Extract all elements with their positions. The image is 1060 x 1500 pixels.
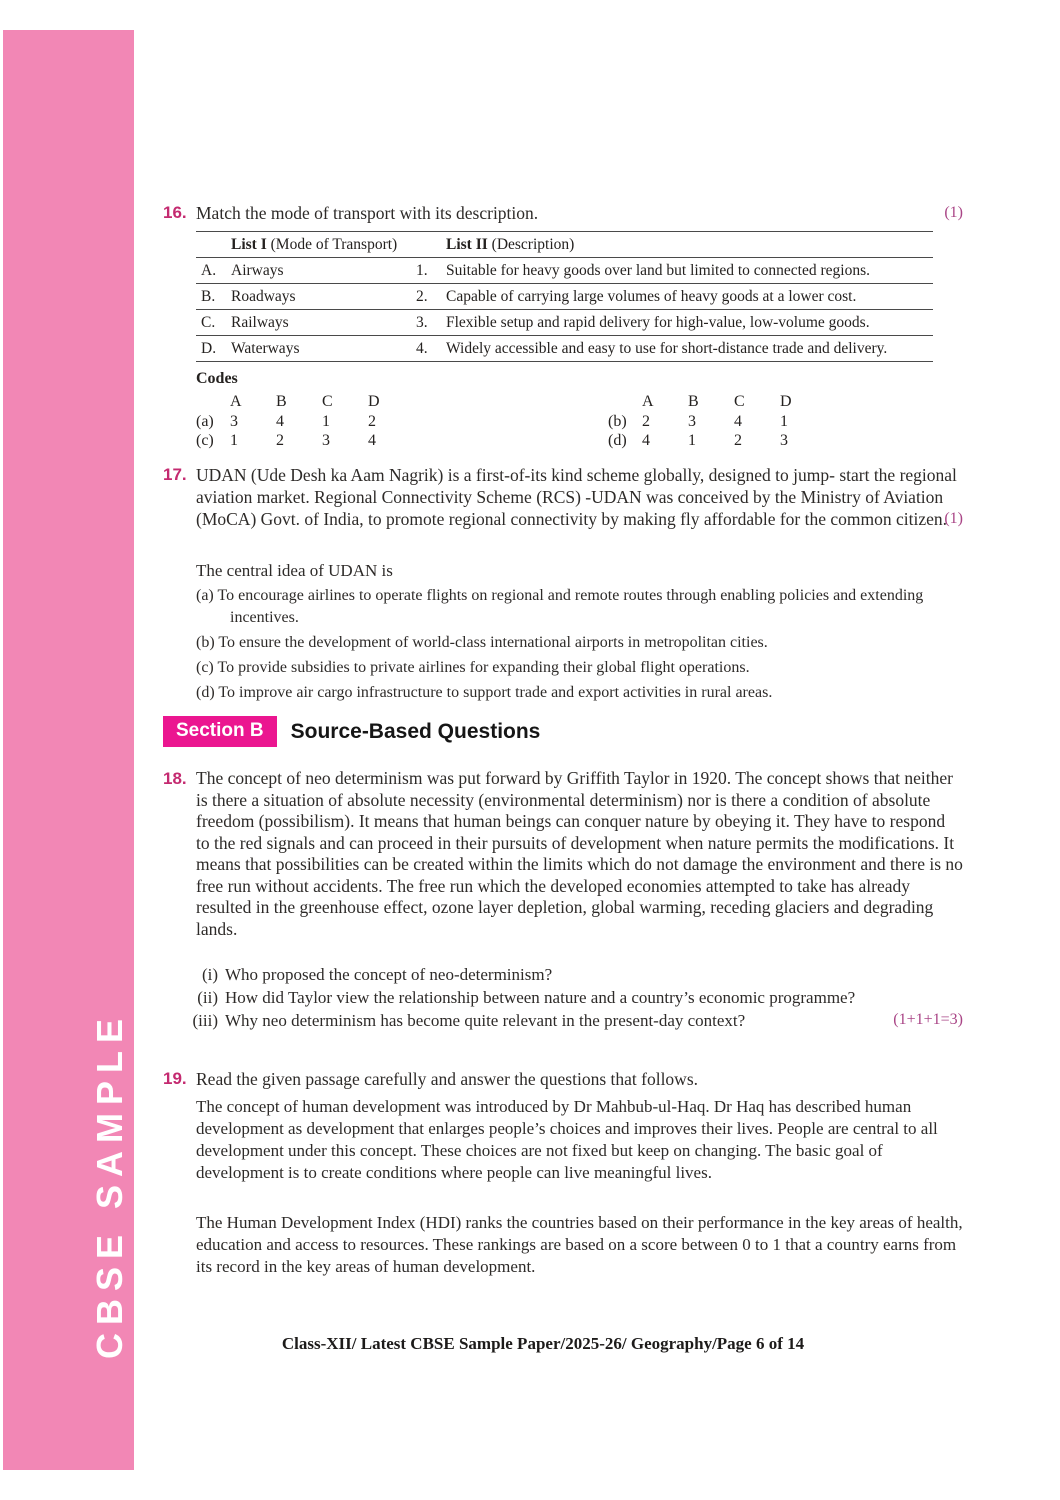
codes-option-b: (b) 2 3 4 1	[608, 412, 788, 430]
subquestion-i: (i) Who proposed the concept of neo-determinism?	[201, 965, 553, 984]
option-a: (a) To encourage airlines to operate flights on regional and remote routes through enabling policies and extending incentives.	[196, 587, 924, 626]
question-17-heading	[163, 464, 963, 530]
codes-header-row: A B C D	[230, 393, 380, 410]
codes-group-right	[608, 392, 826, 451]
match-table	[196, 231, 933, 362]
question-18-number: 18.	[163, 769, 187, 788]
match-table-row-a: A. Airways 1. Suitable for heavy goods over land but limited to connected regions.	[196, 258, 933, 284]
match-table-row-d: D. Waterways 4. Widely accessible and easy to use for short-distance trade and delivery.	[196, 336, 933, 362]
question-18-subquestions	[163, 963, 963, 1032]
match-table-header-list2: List II (Description)	[446, 236, 575, 253]
page-footer: Class-XII/ Latest CBSE Sample Paper/2025-26/ Geography/Page 6 of 14	[281, 1334, 805, 1353]
subquestion-ii: (ii) How did Taylor view the relationship between nature and a country’s economic programme?	[197, 988, 856, 1007]
question-16-marks: (1)	[944, 204, 963, 221]
question-17-stem: The central idea of UDAN is	[196, 561, 393, 580]
codes-option-c: (c) 1 2 3 4	[196, 432, 376, 449]
question-19-number: 19.	[163, 1069, 187, 1088]
option-c: (c) To provide subsidies to private airlines for expanding their global flight operations.	[196, 659, 750, 676]
question-16-text: Match the mode of transport with its description.	[196, 203, 539, 223]
question-17-number: 17.	[163, 465, 187, 484]
question-18-marks: (1+1+1=3)	[893, 1011, 963, 1028]
question-19-paragraph-1: The concept of human development was introduced by Dr Mahbub-ul-Haq. Dr Haq has described human development as development that enlarges people’s choices and improves their lives. People are central to all development under this concept. These choices are not fixed but keep on changing. The basic goal of development is to create conditions where people can live meaningful lives.	[196, 1097, 938, 1182]
section-b-badge: Section B	[163, 716, 277, 747]
codes-group-left	[196, 392, 608, 451]
codes-header-row-right: A B C D	[642, 393, 792, 410]
codes-option-a: (a) 3 4 1 2	[196, 412, 376, 430]
question-16-heading	[163, 202, 963, 224]
option-d: (d) To improve air cargo infrastructure to support trade and export activities in rural areas.	[196, 684, 773, 701]
question-19-paragraph-2: The Human Development Index (HDI) ranks the countries based on their performance in the key areas of health, education and access to resources. These rankings are based on a score between 0 to 1 that a country earns from its record in the key areas of human development.	[196, 1213, 963, 1276]
codes-block	[196, 370, 996, 451]
section-b-banner	[163, 716, 963, 747]
option-b: (b) To ensure the development of world-class international airports in metropolitan cities.	[196, 634, 768, 651]
question-17-marks: (1)	[944, 510, 963, 527]
watermark-text: CBSE SAMPLE	[89, 1010, 130, 1360]
question-18-heading	[163, 768, 963, 940]
question-18-passage: The concept of neo determinism was put forward by Griffith Taylor in 1920. The concept shows that neither is there a situation of absolute necessity (environmental determinism) nor is there a condition of absolute freedom (possibilism). It means that human beings can conquer nature by obeying it. They have to respond to the red signals and can proceed in their pursuits of development when nature permits the modifications. It means that possibilities can be created within the limits which do not damage the environment and there is no free run without accidents. The free run which the developed economies attempted to take has already resulted in the greenhouse effect, ozone layer depletion, global warming, receding glaciers and degrading lands.	[196, 768, 963, 939]
question-16-number: 16.	[163, 203, 187, 222]
subquestion-iii: (iii) Why neo determinism has become quite relevant in the present-day context? (1+1+1=3)	[192, 1011, 963, 1030]
match-table-header-list1: List I (Mode of Transport)	[231, 236, 398, 253]
codes-title: Codes	[196, 370, 238, 387]
question-17-options	[163, 585, 963, 707]
match-table-row-c: C. Railways 3. Flexible setup and rapid delivery for high-value, low-volume goods.	[196, 310, 933, 336]
question-19-text: Read the given passage carefully and answer the questions that follows.	[196, 1069, 699, 1089]
match-table-header-row	[196, 232, 933, 258]
codes-option-d: (d) 4 1 2 3	[608, 432, 788, 449]
pink-sidebar	[3, 30, 134, 1470]
section-b-title: Source-Based Questions	[290, 719, 541, 743]
question-17-passage: UDAN (Ude Desh ka Aam Nagrik) is a first-of-its kind scheme globally, designed to jump- start the regional aviation market. Regional Connectivity Scheme (RCS) -UDAN was conceived by the Ministry of Aviation (MoCA) Govt. of India, to promote regional connectivity by making fly affordable for the common citizen. (1)	[196, 465, 963, 529]
match-table-row-b: B. Roadways 2. Capable of carrying large volumes of heavy goods at a lower cost.	[196, 284, 933, 310]
question-19-heading	[163, 1068, 963, 1090]
